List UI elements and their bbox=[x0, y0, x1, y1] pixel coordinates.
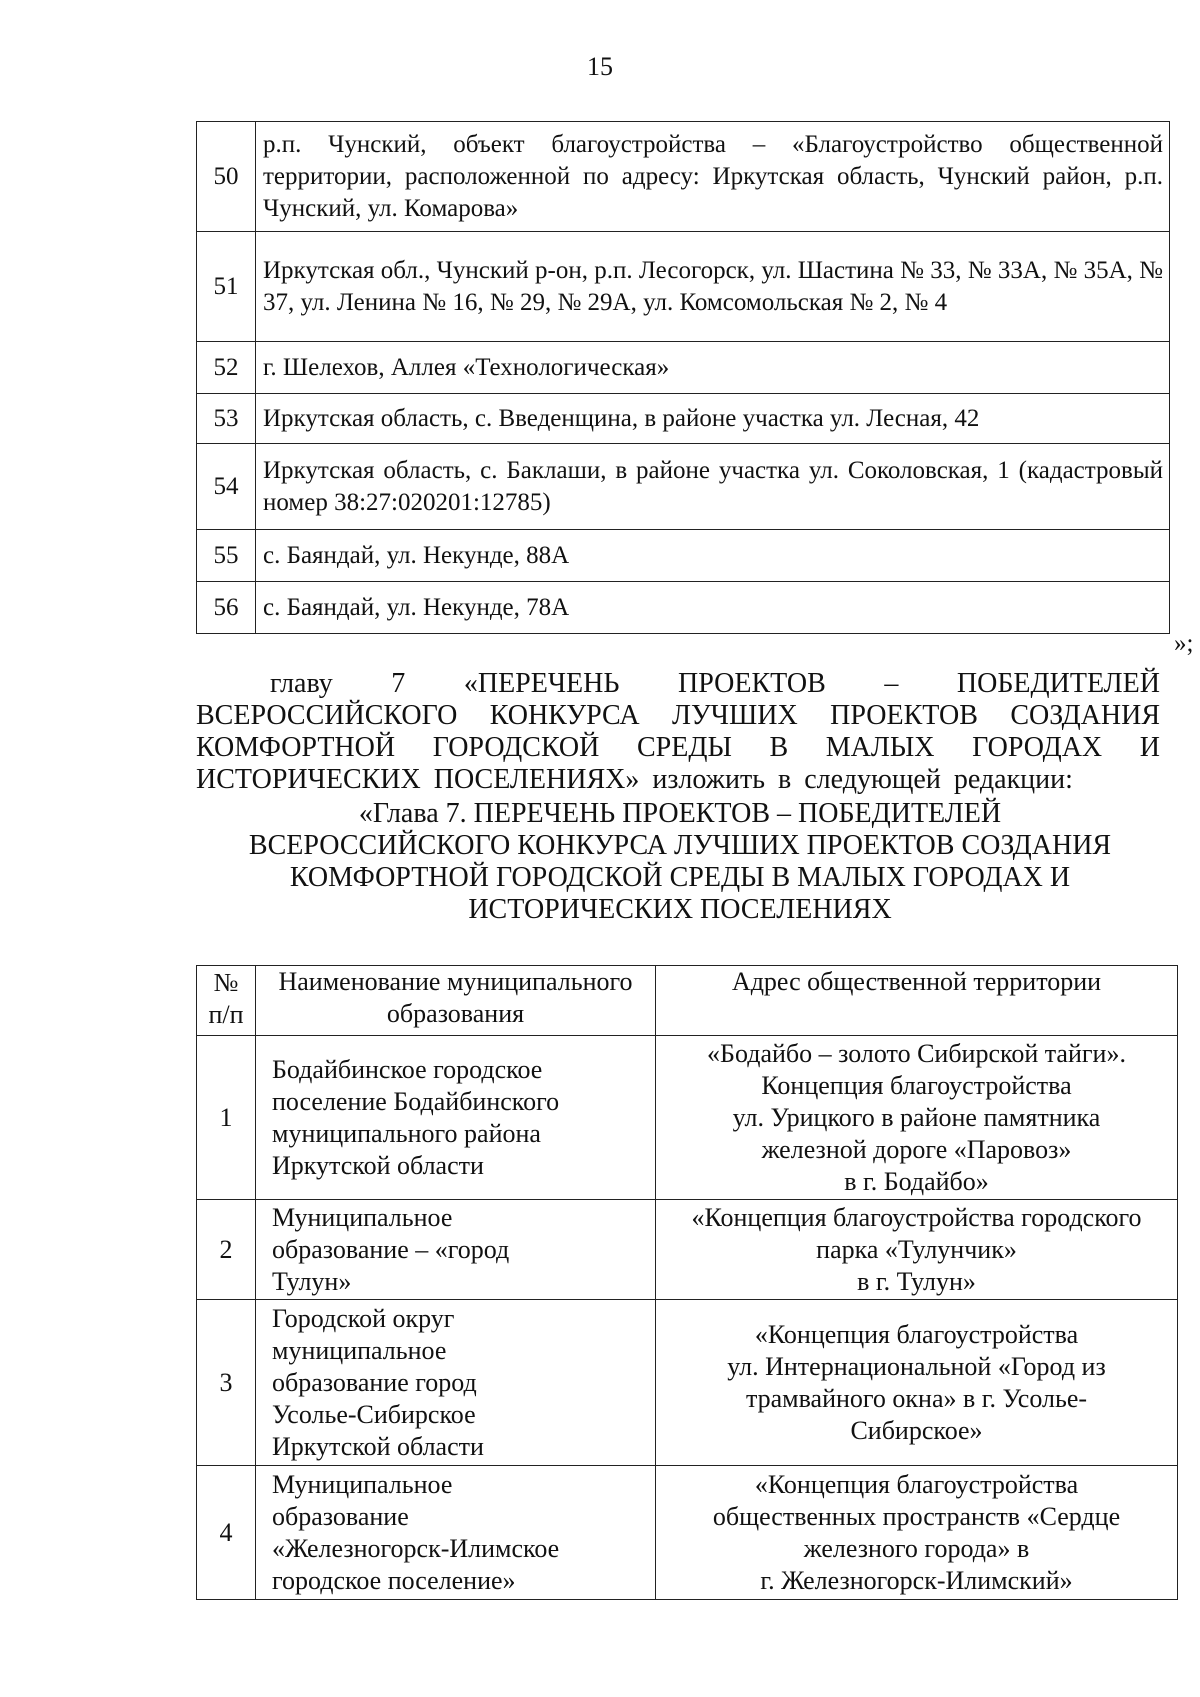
cell-line: муниципальное bbox=[272, 1335, 447, 1365]
address-cell: г. Шелехов, Аллея «Технологическая» bbox=[256, 342, 1170, 394]
header-municipality: Наименование муниципального образования bbox=[256, 966, 656, 1036]
row-number: 1 bbox=[197, 1036, 256, 1200]
cell-line: образование – «город bbox=[272, 1234, 510, 1264]
cell-line: Концепция благоустройства bbox=[761, 1070, 1072, 1100]
address-cell bbox=[656, 1036, 1178, 1200]
table-row bbox=[197, 232, 1170, 342]
cell-line: Городской округ bbox=[272, 1303, 455, 1333]
table-row bbox=[197, 1466, 1178, 1600]
address-cell bbox=[656, 1466, 1178, 1600]
address-cell bbox=[656, 1200, 1178, 1300]
table-row bbox=[197, 444, 1170, 530]
heading-line: «Глава 7. ПЕРЕЧЕНЬ ПРОЕКТОВ – ПОБЕДИТЕЛЕЙ bbox=[358, 798, 1002, 829]
cell-line: Усолье-Сибирское bbox=[272, 1399, 476, 1429]
cell-line: «Концепция благоустройства городского bbox=[691, 1202, 1142, 1232]
cell-line: «Концепция благоустройства bbox=[754, 1319, 1079, 1349]
addresses-table bbox=[196, 121, 1170, 634]
cell-line: железной дороге «Паровоз» bbox=[761, 1134, 1072, 1164]
cell-line: ул. Интернациональной «Город из bbox=[727, 1351, 1106, 1381]
table-row bbox=[197, 530, 1170, 582]
cell-line: Бодайбинское городское bbox=[272, 1054, 543, 1084]
address-cell: с. Баяндай, ул. Некунде, 78А bbox=[256, 582, 1170, 634]
cell-line: г. Железногорск-Илимский» bbox=[760, 1565, 1073, 1595]
table-row bbox=[197, 342, 1170, 394]
table-row bbox=[197, 1200, 1178, 1300]
row-number: 54 bbox=[197, 444, 256, 530]
table-row bbox=[197, 582, 1170, 634]
row-number: 56 bbox=[197, 582, 256, 634]
cell-line: образование город bbox=[272, 1367, 477, 1397]
amendment-paragraph: главу 7 «ПЕРЕЧЕНЬ ПРОЕКТОВ – ПОБЕДИТЕЛЕЙ ВСЕРОССИЙСКОГО КОНКУРСА ЛУЧШИХ ПРОЕКТОВ СОЗДАНИЯ КОМФОРТНОЙ ГОРОДСКОЙ СРЕДЫ В МАЛЫХ ГОРОДАХ И ИСТОРИЧЕСКИХ ПОСЕЛЕНИЯХ» изложить в следующей редакции: bbox=[196, 668, 1160, 795]
page-number: 15 bbox=[587, 52, 613, 81]
cell-line: в г. Тулун» bbox=[857, 1266, 976, 1296]
cell-line: «Концепция благоустройства bbox=[754, 1469, 1079, 1499]
address-cell bbox=[656, 1300, 1178, 1466]
row-number: 53 bbox=[197, 394, 256, 444]
header-address: Адрес общественной территории bbox=[656, 966, 1178, 1036]
address-cell: Иркутская обл., Чунский р-он, р.п. Лесогорск, ул. Шастина № 33, № 33А, № 35А, № 37, ул. Ленина № 16, № 29, № 29А, ул. Комсомольская № 2, № 4 bbox=[256, 232, 1170, 342]
cell-line: Муниципальное bbox=[272, 1469, 453, 1499]
municipality-cell bbox=[256, 1036, 656, 1200]
cell-line: «Бодайбо – золото Сибирской тайги». bbox=[707, 1038, 1126, 1068]
cell-line: муниципального района bbox=[272, 1118, 541, 1148]
cell-line: парка «Тулунчик» bbox=[816, 1234, 1017, 1264]
projects-table bbox=[196, 965, 1178, 1600]
cell-line: Тулун» bbox=[272, 1266, 352, 1296]
row-number: 2 bbox=[197, 1200, 256, 1300]
cell-line: «Железногорск-Илимское bbox=[272, 1533, 560, 1563]
closing-quote: »; bbox=[1174, 630, 1194, 657]
cell-line: поселение Бодайбинского bbox=[272, 1086, 560, 1116]
header-number-symbol: № bbox=[213, 968, 239, 997]
heading-line: ВСЕРОССИЙСКОГО КОНКУРСА ЛУЧШИХ ПРОЕКТОВ СОЗДАНИЯ bbox=[248, 830, 1112, 861]
cell-line: Иркутской области bbox=[272, 1431, 484, 1461]
address-cell: р.п. Чунский, объект благоустройства – «Благоустройство общественной территории, расположенной по адресу: Иркутская область, Чунский район, р.п. Чунский, ул. Комарова» bbox=[256, 122, 1170, 232]
address-cell: с. Баяндай, ул. Некунде, 88А bbox=[256, 530, 1170, 582]
table-row bbox=[197, 122, 1170, 232]
table-header-row bbox=[197, 966, 1178, 1036]
cell-line: Муниципальное bbox=[272, 1202, 453, 1232]
row-number: 50 bbox=[197, 122, 256, 232]
table-row bbox=[197, 1300, 1178, 1466]
header-number bbox=[197, 966, 256, 1036]
row-number: 3 bbox=[197, 1300, 256, 1466]
municipality-cell bbox=[256, 1466, 656, 1600]
cell-line: городское поселение» bbox=[272, 1565, 516, 1595]
municipality-cell bbox=[256, 1300, 656, 1466]
row-number: 4 bbox=[197, 1466, 256, 1600]
row-number: 51 bbox=[197, 232, 256, 342]
heading-line: ИСТОРИЧЕСКИХ ПОСЕЛЕНИЯХ bbox=[468, 894, 892, 925]
cell-line: Сибирское» bbox=[850, 1415, 983, 1445]
address-cell: Иркутская область, с. Введенщина, в районе участка ул. Лесная, 42 bbox=[256, 394, 1170, 444]
header-number-abbr: п/п bbox=[208, 1000, 244, 1029]
cell-line: в г. Бодайбо» bbox=[844, 1166, 989, 1196]
table-row bbox=[197, 394, 1170, 444]
address-cell: Иркутская область, с. Баклаши, в районе участка ул. Соколовская, 1 (кадастровый номер 38:27:020201:12785) bbox=[256, 444, 1170, 530]
municipality-cell bbox=[256, 1200, 656, 1300]
cell-line: ул. Урицкого в районе памятника bbox=[732, 1102, 1101, 1132]
cell-line: Иркутской области bbox=[272, 1150, 484, 1180]
table-row bbox=[197, 1036, 1178, 1200]
cell-line: общественных пространств «Сердце bbox=[712, 1501, 1121, 1531]
chapter-heading bbox=[200, 798, 1160, 926]
cell-line: образование bbox=[272, 1501, 409, 1531]
row-number: 55 bbox=[197, 530, 256, 582]
cell-line: трамвайного окна» в г. Усолье- bbox=[745, 1383, 1088, 1413]
cell-line: железного города» в bbox=[803, 1533, 1030, 1563]
row-number: 52 bbox=[197, 342, 256, 394]
heading-line: КОМФОРТНОЙ ГОРОДСКОЙ СРЕДЫ В МАЛЫХ ГОРОДАХ И bbox=[289, 862, 1071, 893]
